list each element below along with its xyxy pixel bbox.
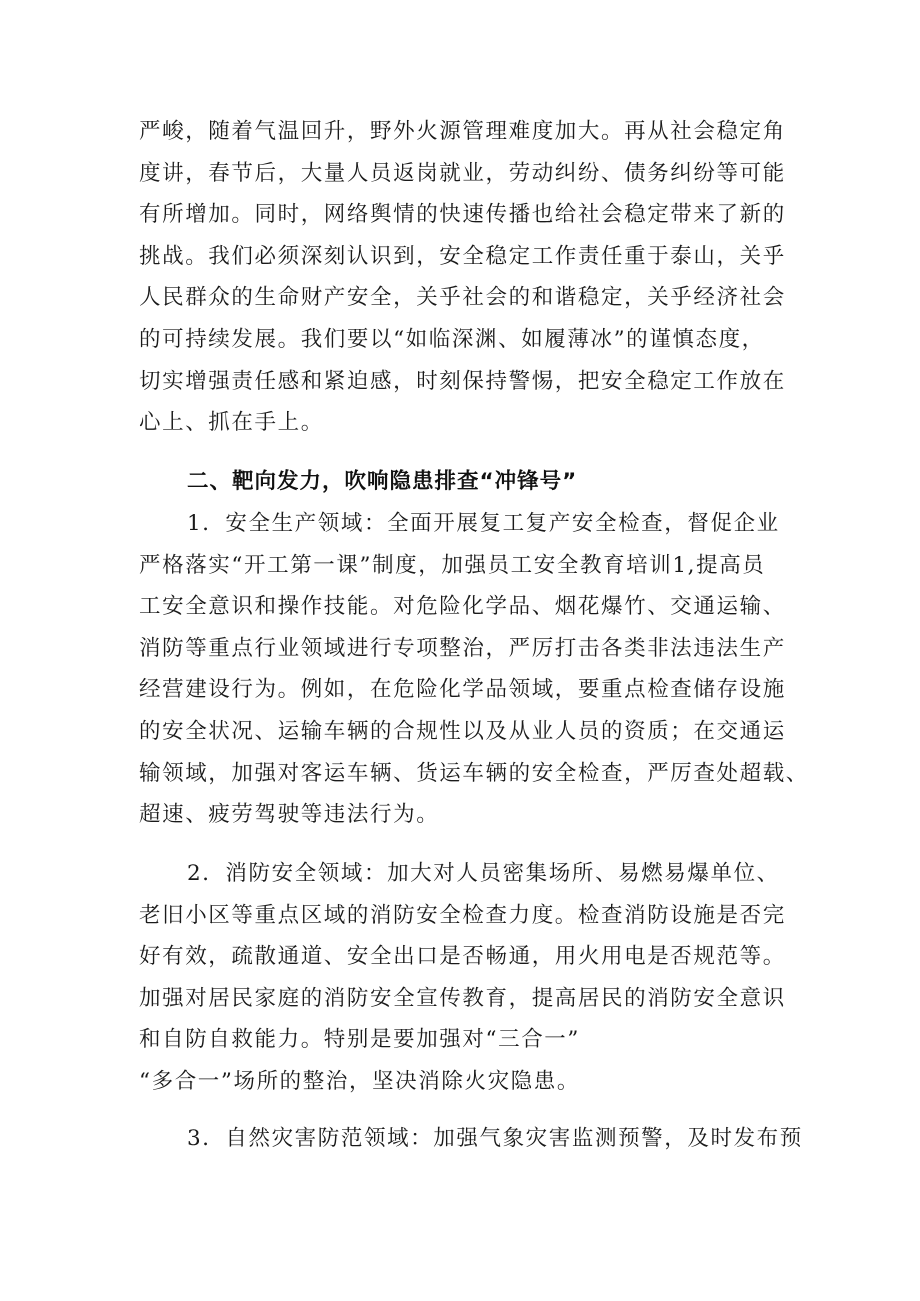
text-line: 经营建设行为。例如，在危险化学品领域，要重点检查储存设施 <box>139 677 786 703</box>
text-line: 2．消防安全领域：加大对人员密集场所、易燃易爆单位、 <box>187 861 780 886</box>
text-line: 和自防自救能力。特别是要加强对“三合一” <box>139 1027 580 1053</box>
section-heading: 二、靶向发力，吹响隐患排查“冲锋号” <box>187 469 578 494</box>
text-line: 人民群众的生命财产安全，关乎社会的和谐稳定，关乎经济社会 <box>139 285 786 311</box>
text-line: 3．自然灾害防范领域：加强气象灾害监测预警，及时发布预 <box>187 1126 803 1151</box>
text-line: 工安全意识和操作技能。对危险化学品、烟花爆竹、交通运输、 <box>139 594 786 620</box>
text-line: 心上、抓在手上。 <box>139 410 324 436</box>
text-line: 消防等重点行业领域进行专项整治，严厉打击各类非法违法生产 <box>139 635 786 661</box>
list-item-natural-disaster <box>139 1118 803 1160</box>
text-line: 输领域，加强对客运车辆、货运车辆的安全检查，严厉查处超载、 <box>139 760 809 786</box>
text-line: 切实增强责任感和紧迫感，时刻保持警惕，把安全稳定工作放在 <box>139 368 786 394</box>
list-item-fire-safety <box>139 853 789 1103</box>
text-line: 的可持续发展。我们要以“如临深渊、如履薄冰”的谨慎态度， <box>139 326 765 352</box>
text-line: 度讲，春节后，大量人员返岗就业，劳动纠纷、债务纠纷等可能 <box>139 160 786 186</box>
text-line: “多合一”场所的整治，坚决消除火灾隐患。 <box>139 1068 580 1094</box>
text-line: 1．安全生产领域：全面开展复工复产安全检查，督促企业 <box>187 511 780 536</box>
text-line: 严格落实“开工第一课”制度，加强员工安全教育培训1,提高员 <box>139 552 766 578</box>
text-line: 好有效，疏散通道、安全出口是否畅通，用火用电是否规范等。 <box>139 944 786 970</box>
paragraph-continued <box>139 111 789 444</box>
text-line: 的安全状况、运输车辆的合规性以及从业人员的资质；在交通运 <box>139 718 786 744</box>
text-line: 老旧小区等重点区域的消防安全检查力度。检查消防设施是否完 <box>139 902 786 928</box>
list-item-safety-production <box>139 503 809 836</box>
text-line: 加强对居民家庭的消防安全宣传教育，提高居民的消防安全意识 <box>139 985 786 1011</box>
text-line: 有所增加。同时，网络舆情的快速传播也给社会稳定带来了新的 <box>139 202 786 228</box>
text-line: 严峻，随着气温回升，野外火源管理难度加大。再从社会稳定角 <box>139 119 786 144</box>
text-line: 挑战。我们必须深刻认识到，安全稳定工作责任重于泰山，关乎 <box>139 243 786 269</box>
text-line: 超速、疲劳驾驶等违法行为。 <box>139 802 440 828</box>
